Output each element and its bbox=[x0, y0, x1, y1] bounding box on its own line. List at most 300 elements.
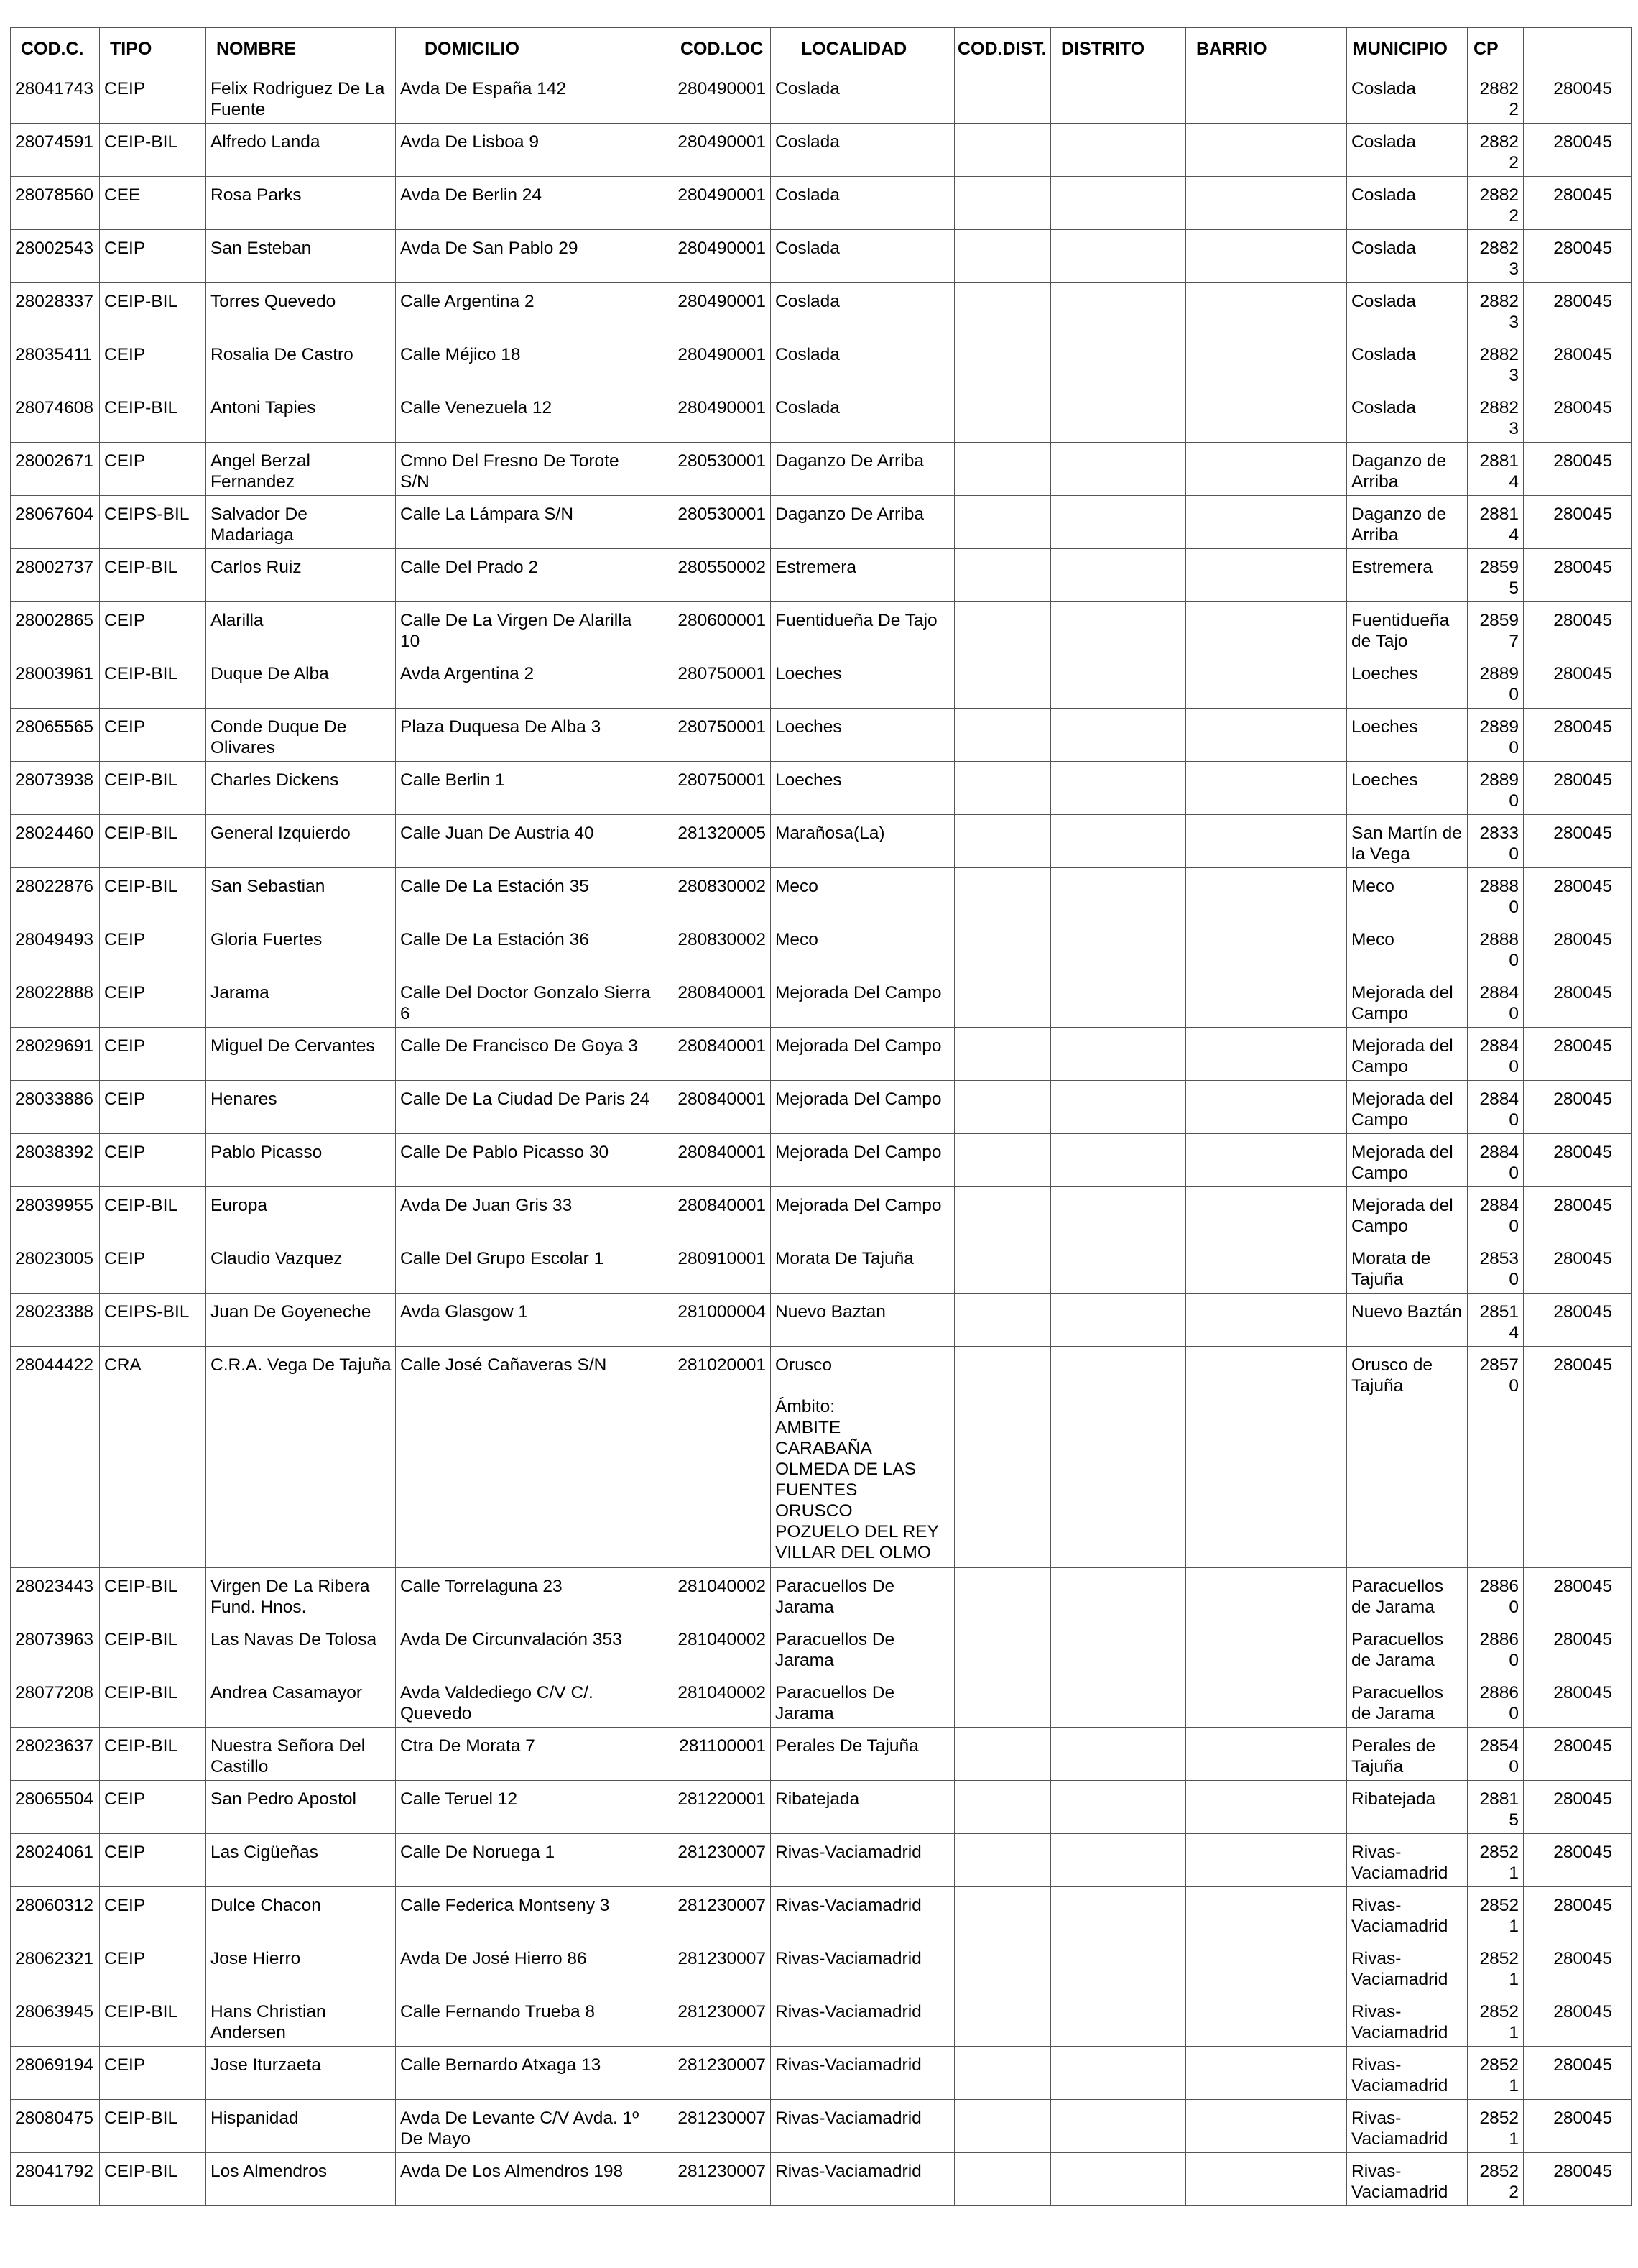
cell-cod-loc: 281020001 bbox=[654, 1347, 771, 1568]
cell-cod-loc: 280490001 bbox=[654, 177, 771, 230]
cell-nombre: Duque De Alba bbox=[206, 655, 396, 709]
cell-code: 280045 bbox=[1524, 2100, 1632, 2153]
cell-municipio: Daganzo de Arriba bbox=[1347, 443, 1468, 496]
cell-cod-loc: 280830002 bbox=[654, 921, 771, 974]
cell-tipo: CEIP bbox=[100, 1028, 206, 1081]
cell-cp: 28890 bbox=[1468, 762, 1524, 815]
cell-domicilio: Calle Del Doctor Gonzalo Sierra 6 bbox=[396, 974, 654, 1028]
cell-cod-dist bbox=[955, 443, 1051, 496]
header-cod-c: COD.C. bbox=[11, 28, 100, 70]
cell-distrito bbox=[1051, 336, 1186, 389]
cell-barrio bbox=[1186, 1294, 1347, 1347]
cell-localidad: Coslada bbox=[771, 336, 955, 389]
cell-domicilio: Avda De Lisboa 9 bbox=[396, 124, 654, 177]
cell-distrito bbox=[1051, 1940, 1186, 1993]
table-row bbox=[11, 336, 1632, 389]
cell-municipio: Rivas-Vaciamadrid bbox=[1347, 1834, 1468, 1887]
cell-domicilio: Plaza Duquesa De Alba 3 bbox=[396, 709, 654, 762]
cell-nombre: Charles Dickens bbox=[206, 762, 396, 815]
cell-domicilio: Avda Argentina 2 bbox=[396, 655, 654, 709]
cell-municipio: Coslada bbox=[1347, 70, 1468, 124]
cell-tipo: CEIP bbox=[100, 1081, 206, 1134]
cell-cp: 28522 bbox=[1468, 2153, 1524, 2206]
cell-domicilio: Avda De José Hierro 86 bbox=[396, 1940, 654, 1993]
cell-municipio: Rivas-Vaciamadrid bbox=[1347, 2100, 1468, 2153]
cell-domicilio: Calle De Francisco De Goya 3 bbox=[396, 1028, 654, 1081]
cell-municipio: Morata de Tajuña bbox=[1347, 1240, 1468, 1294]
cell-cp: 28521 bbox=[1468, 2100, 1524, 2153]
cell-cod-dist bbox=[955, 283, 1051, 336]
cell-cod-c: 28024460 bbox=[11, 815, 100, 868]
cell-domicilio: Calle Fernando Trueba 8 bbox=[396, 1993, 654, 2047]
cell-municipio: Daganzo de Arriba bbox=[1347, 496, 1468, 549]
cell-cp: 28890 bbox=[1468, 709, 1524, 762]
cell-barrio bbox=[1186, 496, 1347, 549]
cell-domicilio: Calle Venezuela 12 bbox=[396, 389, 654, 443]
cell-cod-dist bbox=[955, 1887, 1051, 1940]
cell-domicilio: Calle De Noruega 1 bbox=[396, 1834, 654, 1887]
cell-cod-dist bbox=[955, 921, 1051, 974]
header-row bbox=[11, 28, 1632, 70]
cell-cod-loc: 281230007 bbox=[654, 2153, 771, 2206]
header-cod-dist: COD.DIST. bbox=[955, 28, 1051, 70]
cell-nombre: Dulce Chacon bbox=[206, 1887, 396, 1940]
cell-tipo: CEIPS-BIL bbox=[100, 496, 206, 549]
cell-nombre: C.R.A. Vega De Tajuña bbox=[206, 1347, 396, 1568]
cell-domicilio: Avda De España 142 bbox=[396, 70, 654, 124]
cell-distrito bbox=[1051, 1187, 1186, 1240]
table-row bbox=[11, 2100, 1632, 2153]
cell-tipo: CEIP bbox=[100, 1134, 206, 1187]
cell-cod-dist bbox=[955, 549, 1051, 602]
cell-distrito bbox=[1051, 443, 1186, 496]
cell-tipo: CEIP bbox=[100, 1240, 206, 1294]
cell-barrio bbox=[1186, 868, 1347, 921]
cell-nombre: Las Navas De Tolosa bbox=[206, 1621, 396, 1674]
cell-distrito bbox=[1051, 1993, 1186, 2047]
cell-distrito bbox=[1051, 1674, 1186, 1728]
table-row bbox=[11, 709, 1632, 762]
cell-municipio: Coslada bbox=[1347, 124, 1468, 177]
cell-code: 280045 bbox=[1524, 443, 1632, 496]
cell-nombre: Felix Rodriguez De La Fuente bbox=[206, 70, 396, 124]
header-cp: CP bbox=[1468, 28, 1524, 70]
cell-localidad: Daganzo De Arriba bbox=[771, 496, 955, 549]
cell-cp: 28860 bbox=[1468, 1674, 1524, 1728]
cell-localidad: Loeches bbox=[771, 762, 955, 815]
cell-localidad: Nuevo Baztan bbox=[771, 1294, 955, 1347]
cell-cod-c: 28067604 bbox=[11, 496, 100, 549]
cell-municipio: Meco bbox=[1347, 921, 1468, 974]
cell-cod-dist bbox=[955, 602, 1051, 655]
cell-code: 280045 bbox=[1524, 1781, 1632, 1834]
cell-municipio: Orusco de Tajuña bbox=[1347, 1347, 1468, 1568]
cell-nombre: Virgen De La Ribera Fund. Hnos. bbox=[206, 1568, 396, 1621]
cell-municipio: Rivas-Vaciamadrid bbox=[1347, 1993, 1468, 2047]
cell-code: 280045 bbox=[1524, 1887, 1632, 1940]
cell-cod-c: 28002543 bbox=[11, 230, 100, 283]
cell-cod-loc: 281230007 bbox=[654, 2100, 771, 2153]
cell-nombre: Jose Hierro bbox=[206, 1940, 396, 1993]
cell-distrito bbox=[1051, 2153, 1186, 2206]
cell-nombre: Rosalia De Castro bbox=[206, 336, 396, 389]
cell-cp: 28595 bbox=[1468, 549, 1524, 602]
schools-table bbox=[10, 27, 1632, 2206]
cell-cp: 28597 bbox=[1468, 602, 1524, 655]
cell-cod-dist bbox=[955, 177, 1051, 230]
cell-tipo: CEIP bbox=[100, 230, 206, 283]
cell-distrito bbox=[1051, 549, 1186, 602]
cell-tipo: CEIP-BIL bbox=[100, 1187, 206, 1240]
cell-distrito bbox=[1051, 868, 1186, 921]
cell-localidad: Paracuellos De Jarama bbox=[771, 1568, 955, 1621]
cell-code: 280045 bbox=[1524, 1081, 1632, 1134]
cell-cod-c: 28063945 bbox=[11, 1993, 100, 2047]
cell-nombre: Juan De Goyeneche bbox=[206, 1294, 396, 1347]
cell-cod-loc: 281220001 bbox=[654, 1781, 771, 1834]
cell-domicilio: Calle De La Estación 35 bbox=[396, 868, 654, 921]
cell-nombre: Miguel De Cervantes bbox=[206, 1028, 396, 1081]
cell-distrito bbox=[1051, 389, 1186, 443]
cell-tipo: CEIP-BIL bbox=[100, 2100, 206, 2153]
cell-municipio: San Martín de la Vega bbox=[1347, 815, 1468, 868]
cell-code: 280045 bbox=[1524, 283, 1632, 336]
cell-cod-loc: 281230007 bbox=[654, 2047, 771, 2100]
cell-municipio: Coslada bbox=[1347, 230, 1468, 283]
cell-code: 280045 bbox=[1524, 1940, 1632, 1993]
cell-distrito bbox=[1051, 177, 1186, 230]
cell-cod-loc: 280750001 bbox=[654, 655, 771, 709]
cell-cp: 28814 bbox=[1468, 496, 1524, 549]
cell-localidad: Coslada bbox=[771, 283, 955, 336]
cell-distrito bbox=[1051, 496, 1186, 549]
cell-code: 280045 bbox=[1524, 1621, 1632, 1674]
cell-cp: 28840 bbox=[1468, 1028, 1524, 1081]
cell-distrito bbox=[1051, 762, 1186, 815]
cell-cod-c: 28002865 bbox=[11, 602, 100, 655]
cell-nombre: Antoni Tapies bbox=[206, 389, 396, 443]
cell-localidad: Coslada bbox=[771, 389, 955, 443]
header-localidad: LOCALIDAD bbox=[771, 28, 955, 70]
cell-domicilio: Calle De Pablo Picasso 30 bbox=[396, 1134, 654, 1187]
cell-barrio bbox=[1186, 1674, 1347, 1728]
cell-cod-loc: 280750001 bbox=[654, 709, 771, 762]
cell-cod-loc: 280490001 bbox=[654, 230, 771, 283]
cell-localidad: Marañosa(La) bbox=[771, 815, 955, 868]
cell-barrio bbox=[1186, 1187, 1347, 1240]
cell-cod-c: 28035411 bbox=[11, 336, 100, 389]
cell-barrio bbox=[1186, 1781, 1347, 1834]
cell-domicilio: Calle Bernardo Atxaga 13 bbox=[396, 2047, 654, 2100]
cell-cod-loc: 280550002 bbox=[654, 549, 771, 602]
cell-distrito bbox=[1051, 1887, 1186, 1940]
cell-localidad: Coslada bbox=[771, 70, 955, 124]
cell-nombre: Alfredo Landa bbox=[206, 124, 396, 177]
cell-code: 280045 bbox=[1524, 921, 1632, 974]
cell-municipio: Nuevo Baztán bbox=[1347, 1294, 1468, 1347]
cell-nombre: Nuestra Señora Del Castillo bbox=[206, 1728, 396, 1781]
cell-cod-dist bbox=[955, 655, 1051, 709]
cell-domicilio: Calle Federica Montseny 3 bbox=[396, 1887, 654, 1940]
table-row bbox=[11, 1081, 1632, 1134]
table-row bbox=[11, 1674, 1632, 1728]
cell-cod-loc: 281100001 bbox=[654, 1728, 771, 1781]
cell-cod-loc: 280840001 bbox=[654, 974, 771, 1028]
cell-cod-dist bbox=[955, 1781, 1051, 1834]
cell-localidad: Meco bbox=[771, 868, 955, 921]
table-row bbox=[11, 1028, 1632, 1081]
cell-nombre: Jose Iturzaeta bbox=[206, 2047, 396, 2100]
cell-distrito bbox=[1051, 2047, 1186, 2100]
cell-nombre: Claudio Vazquez bbox=[206, 1240, 396, 1294]
cell-distrito bbox=[1051, 1028, 1186, 1081]
cell-cod-c: 28065504 bbox=[11, 1781, 100, 1834]
cell-cod-c: 28065565 bbox=[11, 709, 100, 762]
cell-cod-dist bbox=[955, 1240, 1051, 1294]
cell-cp: 28860 bbox=[1468, 1568, 1524, 1621]
cell-cod-loc: 280530001 bbox=[654, 496, 771, 549]
cell-nombre: Andrea Casamayor bbox=[206, 1674, 396, 1728]
cell-barrio bbox=[1186, 177, 1347, 230]
cell-barrio bbox=[1186, 1081, 1347, 1134]
cell-nombre: Henares bbox=[206, 1081, 396, 1134]
cell-cod-c: 28028337 bbox=[11, 283, 100, 336]
cell-nombre: Jarama bbox=[206, 974, 396, 1028]
table-row bbox=[11, 602, 1632, 655]
table-row bbox=[11, 1887, 1632, 1940]
header-tipo: TIPO bbox=[100, 28, 206, 70]
cell-tipo: CEIP-BIL bbox=[100, 655, 206, 709]
cell-code: 280045 bbox=[1524, 1728, 1632, 1781]
cell-barrio bbox=[1186, 2047, 1347, 2100]
cell-cod-loc: 280490001 bbox=[654, 124, 771, 177]
cell-cod-loc: 281320005 bbox=[654, 815, 771, 868]
cell-cod-dist bbox=[955, 1834, 1051, 1887]
cell-municipio: Coslada bbox=[1347, 336, 1468, 389]
cell-distrito bbox=[1051, 1134, 1186, 1187]
cell-barrio bbox=[1186, 1028, 1347, 1081]
table-row bbox=[11, 2153, 1632, 2206]
cell-cod-dist bbox=[955, 1621, 1051, 1674]
cell-cod-dist bbox=[955, 389, 1051, 443]
cell-tipo: CEIP bbox=[100, 1940, 206, 1993]
cell-localidad: Mejorada Del Campo bbox=[771, 1134, 955, 1187]
cell-cod-dist bbox=[955, 2100, 1051, 2153]
table-row bbox=[11, 1347, 1632, 1568]
cell-localidad: Mejorada Del Campo bbox=[771, 974, 955, 1028]
cell-localidad: Mejorada Del Campo bbox=[771, 1028, 955, 1081]
cell-municipio: Coslada bbox=[1347, 177, 1468, 230]
cell-domicilio: Avda Glasgow 1 bbox=[396, 1294, 654, 1347]
cell-localidad: Rivas-Vaciamadrid bbox=[771, 2047, 955, 2100]
cell-distrito bbox=[1051, 124, 1186, 177]
header-blank bbox=[1524, 28, 1632, 70]
cell-cod-loc: 281040002 bbox=[654, 1568, 771, 1621]
cell-nombre: Europa bbox=[206, 1187, 396, 1240]
cell-municipio: Rivas-Vaciamadrid bbox=[1347, 2153, 1468, 2206]
cell-distrito bbox=[1051, 70, 1186, 124]
header-cod-loc: COD.LOC bbox=[654, 28, 771, 70]
cell-nombre: Hans Christian Andersen bbox=[206, 1993, 396, 2047]
cell-localidad: Coslada bbox=[771, 177, 955, 230]
cell-tipo: CEIP-BIL bbox=[100, 124, 206, 177]
cell-localidad: Rivas-Vaciamadrid bbox=[771, 2100, 955, 2153]
cell-cp: 28823 bbox=[1468, 283, 1524, 336]
cell-barrio bbox=[1186, 70, 1347, 124]
cell-nombre: Salvador De Madariaga bbox=[206, 496, 396, 549]
cell-cod-dist bbox=[955, 1568, 1051, 1621]
cell-code: 280045 bbox=[1524, 2047, 1632, 2100]
cell-cod-dist bbox=[955, 709, 1051, 762]
cell-localidad: Mejorada Del Campo bbox=[771, 1081, 955, 1134]
cell-code: 280045 bbox=[1524, 1187, 1632, 1240]
cell-cp: 28860 bbox=[1468, 1621, 1524, 1674]
cell-cp: 28814 bbox=[1468, 443, 1524, 496]
cell-cp: 28840 bbox=[1468, 974, 1524, 1028]
cell-distrito bbox=[1051, 1240, 1186, 1294]
cell-distrito bbox=[1051, 921, 1186, 974]
cell-barrio bbox=[1186, 1240, 1347, 1294]
table-row bbox=[11, 1993, 1632, 2047]
cell-cod-dist bbox=[955, 1993, 1051, 2047]
cell-code: 280045 bbox=[1524, 230, 1632, 283]
cell-municipio: Loeches bbox=[1347, 655, 1468, 709]
cell-localidad: Coslada bbox=[771, 230, 955, 283]
cell-cod-loc: 280910001 bbox=[654, 1240, 771, 1294]
header-distrito: DISTRITO bbox=[1051, 28, 1186, 70]
table-row bbox=[11, 655, 1632, 709]
table-row bbox=[11, 124, 1632, 177]
cell-cod-dist bbox=[955, 762, 1051, 815]
cell-barrio bbox=[1186, 762, 1347, 815]
cell-cod-c: 28023443 bbox=[11, 1568, 100, 1621]
cell-municipio: Mejorada del Campo bbox=[1347, 1081, 1468, 1134]
cell-code: 280045 bbox=[1524, 549, 1632, 602]
cell-nombre: Gloria Fuertes bbox=[206, 921, 396, 974]
cell-localidad: Rivas-Vaciamadrid bbox=[771, 1993, 955, 2047]
cell-code: 280045 bbox=[1524, 124, 1632, 177]
cell-tipo: CEIP-BIL bbox=[100, 549, 206, 602]
cell-code: 280045 bbox=[1524, 602, 1632, 655]
cell-cod-c: 28022876 bbox=[11, 868, 100, 921]
table-row bbox=[11, 1294, 1632, 1347]
cell-cod-dist bbox=[955, 974, 1051, 1028]
cell-cod-dist bbox=[955, 1940, 1051, 1993]
cell-cod-c: 28062321 bbox=[11, 1940, 100, 1993]
cell-distrito bbox=[1051, 974, 1186, 1028]
cell-cod-loc: 280750001 bbox=[654, 762, 771, 815]
cell-localidad: Mejorada Del Campo bbox=[771, 1187, 955, 1240]
table-row bbox=[11, 974, 1632, 1028]
cell-cod-c: 28039955 bbox=[11, 1187, 100, 1240]
cell-cp: 28822 bbox=[1468, 177, 1524, 230]
cell-tipo: CEIP bbox=[100, 70, 206, 124]
cell-domicilio: Calle Juan De Austria 40 bbox=[396, 815, 654, 868]
cell-cod-loc: 280490001 bbox=[654, 389, 771, 443]
table-row bbox=[11, 1621, 1632, 1674]
cell-municipio: Loeches bbox=[1347, 709, 1468, 762]
cell-code: 280045 bbox=[1524, 389, 1632, 443]
table-row bbox=[11, 1134, 1632, 1187]
cell-code: 280045 bbox=[1524, 177, 1632, 230]
cell-domicilio: Calle Torrelaguna 23 bbox=[396, 1568, 654, 1621]
cell-localidad: Rivas-Vaciamadrid bbox=[771, 2153, 955, 2206]
cell-distrito bbox=[1051, 1781, 1186, 1834]
table-row bbox=[11, 230, 1632, 283]
cell-domicilio: Ctra De Morata 7 bbox=[396, 1728, 654, 1781]
cell-barrio bbox=[1186, 1568, 1347, 1621]
cell-barrio bbox=[1186, 283, 1347, 336]
cell-domicilio: Calle Teruel 12 bbox=[396, 1781, 654, 1834]
cell-barrio bbox=[1186, 124, 1347, 177]
cell-tipo: CEIP-BIL bbox=[100, 389, 206, 443]
cell-code: 280045 bbox=[1524, 1134, 1632, 1187]
table-row bbox=[11, 283, 1632, 336]
cell-code: 280045 bbox=[1524, 1674, 1632, 1728]
cell-municipio: Paracuellos de Jarama bbox=[1347, 1674, 1468, 1728]
cell-cod-loc: 280490001 bbox=[654, 70, 771, 124]
cell-nombre: Pablo Picasso bbox=[206, 1134, 396, 1187]
cell-code: 280045 bbox=[1524, 1028, 1632, 1081]
cell-cod-loc: 281040002 bbox=[654, 1621, 771, 1674]
cell-cod-c: 28041792 bbox=[11, 2153, 100, 2206]
cell-cod-loc: 280840001 bbox=[654, 1081, 771, 1134]
cell-localidad: Ribatejada bbox=[771, 1781, 955, 1834]
cell-distrito bbox=[1051, 1834, 1186, 1887]
cell-municipio: Rivas-Vaciamadrid bbox=[1347, 2047, 1468, 2100]
cell-distrito bbox=[1051, 1347, 1186, 1568]
cell-distrito bbox=[1051, 230, 1186, 283]
cell-barrio bbox=[1186, 709, 1347, 762]
cell-cod-c: 28022888 bbox=[11, 974, 100, 1028]
cell-cod-dist bbox=[955, 868, 1051, 921]
cell-code: 280045 bbox=[1524, 70, 1632, 124]
cell-cod-c: 28003961 bbox=[11, 655, 100, 709]
table-row bbox=[11, 389, 1632, 443]
cell-cod-loc: 280530001 bbox=[654, 443, 771, 496]
cell-code: 280045 bbox=[1524, 2153, 1632, 2206]
cell-cod-c: 28073963 bbox=[11, 1621, 100, 1674]
cell-localidad: Rivas-Vaciamadrid bbox=[771, 1834, 955, 1887]
cell-barrio bbox=[1186, 230, 1347, 283]
cell-cp: 28880 bbox=[1468, 921, 1524, 974]
cell-barrio bbox=[1186, 2100, 1347, 2153]
cell-domicilio: Calle Del Prado 2 bbox=[396, 549, 654, 602]
cell-code: 280045 bbox=[1524, 709, 1632, 762]
cell-tipo: CEIPS-BIL bbox=[100, 1294, 206, 1347]
cell-cp: 28540 bbox=[1468, 1728, 1524, 1781]
cell-cp: 28530 bbox=[1468, 1240, 1524, 1294]
cell-cp: 28890 bbox=[1468, 655, 1524, 709]
cell-domicilio: Avda De Berlin 24 bbox=[396, 177, 654, 230]
cell-cod-dist bbox=[955, 1081, 1051, 1134]
cell-cod-c: 28023388 bbox=[11, 1294, 100, 1347]
cell-municipio: Rivas-Vaciamadrid bbox=[1347, 1887, 1468, 1940]
cell-domicilio: Calle Argentina 2 bbox=[396, 283, 654, 336]
cell-cod-dist bbox=[955, 230, 1051, 283]
cell-cod-c: 28074608 bbox=[11, 389, 100, 443]
cell-nombre: Conde Duque De Olivares bbox=[206, 709, 396, 762]
cell-municipio: Fuentidueña de Tajo bbox=[1347, 602, 1468, 655]
cell-municipio: Mejorada del Campo bbox=[1347, 1187, 1468, 1240]
cell-barrio bbox=[1186, 336, 1347, 389]
cell-code: 280045 bbox=[1524, 496, 1632, 549]
cell-cp: 28823 bbox=[1468, 336, 1524, 389]
table-row bbox=[11, 1781, 1632, 1834]
cell-barrio bbox=[1186, 1134, 1347, 1187]
cell-barrio bbox=[1186, 1993, 1347, 2047]
cell-municipio: Coslada bbox=[1347, 389, 1468, 443]
